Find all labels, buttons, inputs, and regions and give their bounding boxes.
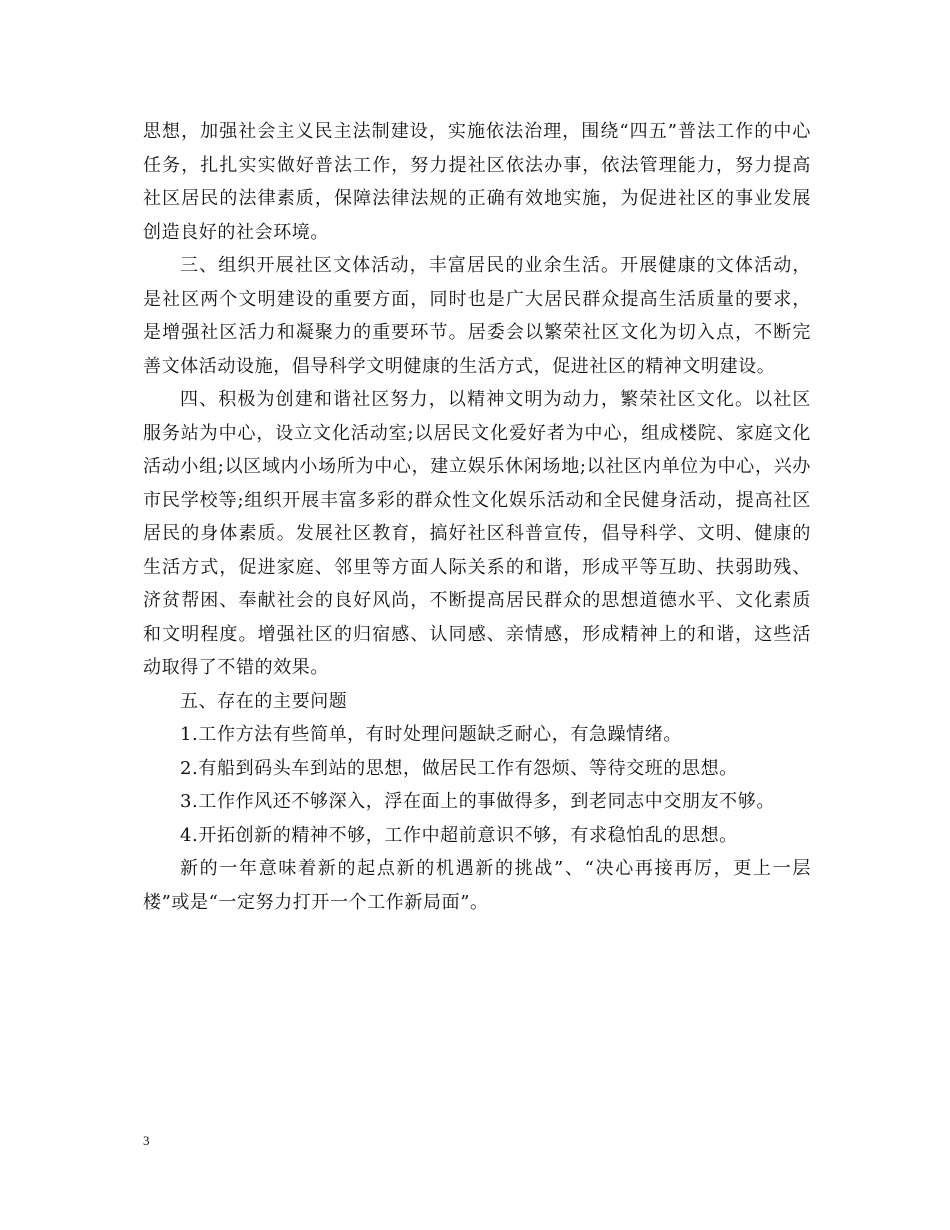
problem-item-4: 4.开拓创新的精神不够，工作中超前意识不够，有求稳怕乱的思想。: [180, 824, 738, 846]
problem-item-3: 3.工作作风还不够深入，浮在面上的事做得多，到老同志中交朋友不够。: [180, 791, 775, 812]
section-heading-problems: 五、存在的主要问题: [180, 690, 348, 712]
closing-paragraph: 新的一年意味着新的起点新的机遇新的挑战”、“决心再接再厉，更上一层楼”或是“一定努力打开一个工作新局面”。: [143, 858, 811, 913]
problem-item-2: 2.有船到码头车到站的思想，做居民工作有怨烦、等待交班的思想。: [180, 757, 738, 779]
paragraph-2: 三、组织开展社区文体活动，丰富居民的业余生活。开展健康的文体活动，是社区两个文明建设的重要方面，同时也是广大居民群众提高生活质量的要求，是增强社区活力和凝聚力的重要环节。居委会以繁荣社区文化为切入点，不断完善文体活动设施，倡导科学文明健康的生活方式，促进社区的精神文明建设。: [143, 255, 811, 377]
problem-item-1: 1.工作方法有些简单，有时处理问题缺乏耐心，有急躁情绪。: [180, 724, 682, 745]
paragraph-1: 思想，加强社会主义民主法制建设，实施依法治理，围绕“四五”普法工作的中心任务，扎扎实实做好普法工作，努力提社区依法办事，依法管理能力，努力提高社区居民的法律素质，保障法律法规的正确有效地实施，为促进社区的事业发展创造良好的社会环境。: [143, 121, 811, 243]
paragraph-3: 四、积极为创建和谐社区努力，以精神文明为动力，繁荣社区文化。以社区服务站为中心，设立文化活动室;以居民文化爱好者为中心，组成楼院、家庭文化活动小组;以区域内小场所为中心，建立娱乐休闲场地;以社区内单位为中心，兴办市民学校等;组织开展丰富多彩的群众性文化娱乐活动和全民健身活动，提高社区居民的身体素质。发展社区教育，搞好社区科普宣传，倡导科学、文明、健康的生活方式，促进家庭、邻里等方面人际关系的和谐，形成平等互助、扶弱助残、济贫帮困、奉献社会的良好风尚，不断提高居民群众的思想道德水平、文化素质和文明程度。增强社区的归宿感、认同感、亲情感，形成精神上的和谐，这些活动取得了不错的效果。: [143, 389, 811, 678]
page-number: 3: [143, 1133, 150, 1148]
document-body: [143, 115, 811, 919]
